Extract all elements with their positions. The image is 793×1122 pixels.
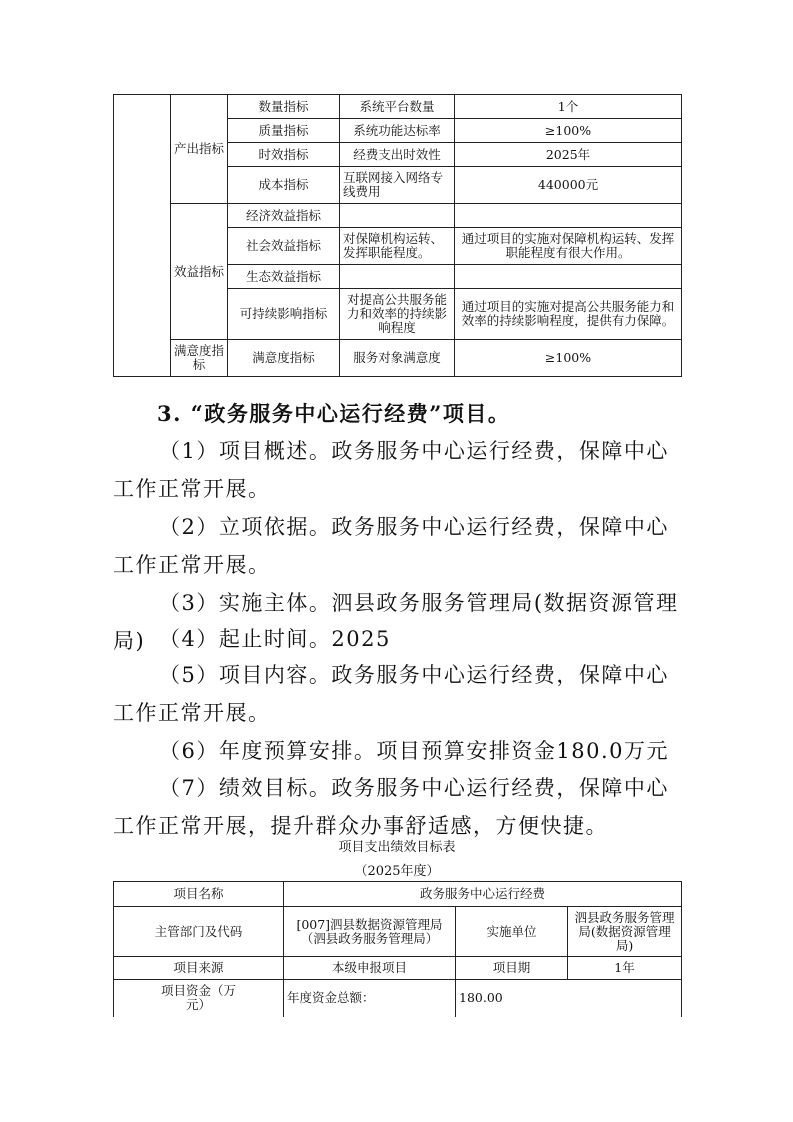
indicator-detail (340, 265, 455, 289)
table-caption: 项目支出绩效目标表 (338, 840, 456, 855)
indicator-detail (340, 204, 455, 228)
indicator-name: 满意度指标 (228, 340, 340, 377)
indicator-value: 通过项目的实施对保障机构运转、发挥职能程度有很大作用。 (455, 228, 682, 265)
indicator-name: 时效指标 (228, 143, 340, 167)
section-heading: 3. “政务服务中心运行经费”项目。 (157, 401, 511, 426)
indicator-name: 质量指标 (228, 119, 340, 143)
indicator-detail: 互联网接入网络专线费用 (340, 167, 455, 204)
paragraph-content: （5）项目内容。政务服务中心运行经费，保障中心工作正常开展。 (113, 663, 669, 725)
indicator-detail: 经费支出时效性 (340, 143, 455, 167)
paragraph-basis: （2）立项依据。政务服务中心运行经费，保障中心工作正常开展。 (113, 515, 669, 577)
category-cell: 效益指标 (171, 204, 228, 340)
table-subcaption: （2025年度） (354, 864, 440, 879)
indicator-value (455, 265, 682, 289)
paragraph-implementer: （3）实施主体。泗县政务服务管理局(数据资源管理局) (113, 591, 679, 653)
source-value: 本级申报项目 (284, 957, 456, 980)
funds-label: 项目资金（万元） (114, 980, 284, 1017)
dept-label: 主管部门及代码 (114, 907, 284, 957)
indicator-detail: 对保障机构运转、发挥职能程度。 (340, 228, 455, 265)
paragraph-overview: （1）项目概述。政务服务中心运行经费，保障中心工作正常开展。 (113, 439, 669, 501)
indicator-value: 通过项目的实施对提高公共服务能力和效率的持续影响程度，提供有力保障。 (455, 289, 682, 340)
impl-unit-label: 实施单位 (456, 907, 568, 957)
indicator-detail: 服务对象满意度 (340, 340, 455, 377)
indicator-name: 成本指标 (228, 167, 340, 204)
category-cell: 产出指标 (171, 95, 228, 204)
impl-unit-value: 泗县政务服务管理局(数据资源管理局) (568, 907, 682, 957)
indicator-detail: 对提高公共服务能力和效率的持续影响程度 (340, 289, 455, 340)
paragraph-goals: （7）绩效目标。政务服务中心运行经费，保障中心工作正常开展，提升群众办事舒适感，方便快捷。 (113, 776, 669, 838)
indicator-detail: 系统平台数量 (340, 95, 455, 119)
indicator-name: 生态效益指标 (228, 265, 340, 289)
indicator-value: 1个 (455, 95, 682, 119)
period-value: 1年 (568, 957, 682, 980)
indicator-value (455, 204, 682, 228)
project-performance-table (113, 881, 682, 1017)
indicator-value: 440000元 (455, 167, 682, 204)
project-name-value: 政务服务中心运行经费 (284, 882, 682, 907)
project-name-label: 项目名称 (114, 882, 284, 907)
annual-funds-label: 年度资金总额： (284, 980, 456, 1017)
indicator-value: ≥100% (455, 340, 682, 377)
indicator-name: 数量指标 (228, 95, 340, 119)
table-row (114, 95, 171, 377)
category-cell: 满意度指标 (171, 340, 228, 377)
indicator-name: 可持续影响指标 (228, 289, 340, 340)
period-label: 项目期 (456, 957, 568, 980)
paragraph-period: （4）起止时间。2025 (159, 627, 391, 651)
dept-value: [007]泗县数据资源管理局（泗县政务服务管理局） (284, 907, 456, 957)
indicator-name: 社会效益指标 (228, 228, 340, 265)
indicator-detail: 系统功能达标率 (340, 119, 455, 143)
source-label: 项目来源 (114, 957, 284, 980)
indicator-value: 2025年 (455, 143, 682, 167)
paragraph-budget: （6）年度预算安排。项目预算安排资金180.0万元 (159, 739, 669, 763)
performance-indicator-table-continued (113, 94, 682, 377)
indicator-value: ≥100% (455, 119, 682, 143)
annual-funds-value: 180.00 (456, 980, 682, 1017)
indicator-name: 经济效益指标 (228, 204, 340, 228)
